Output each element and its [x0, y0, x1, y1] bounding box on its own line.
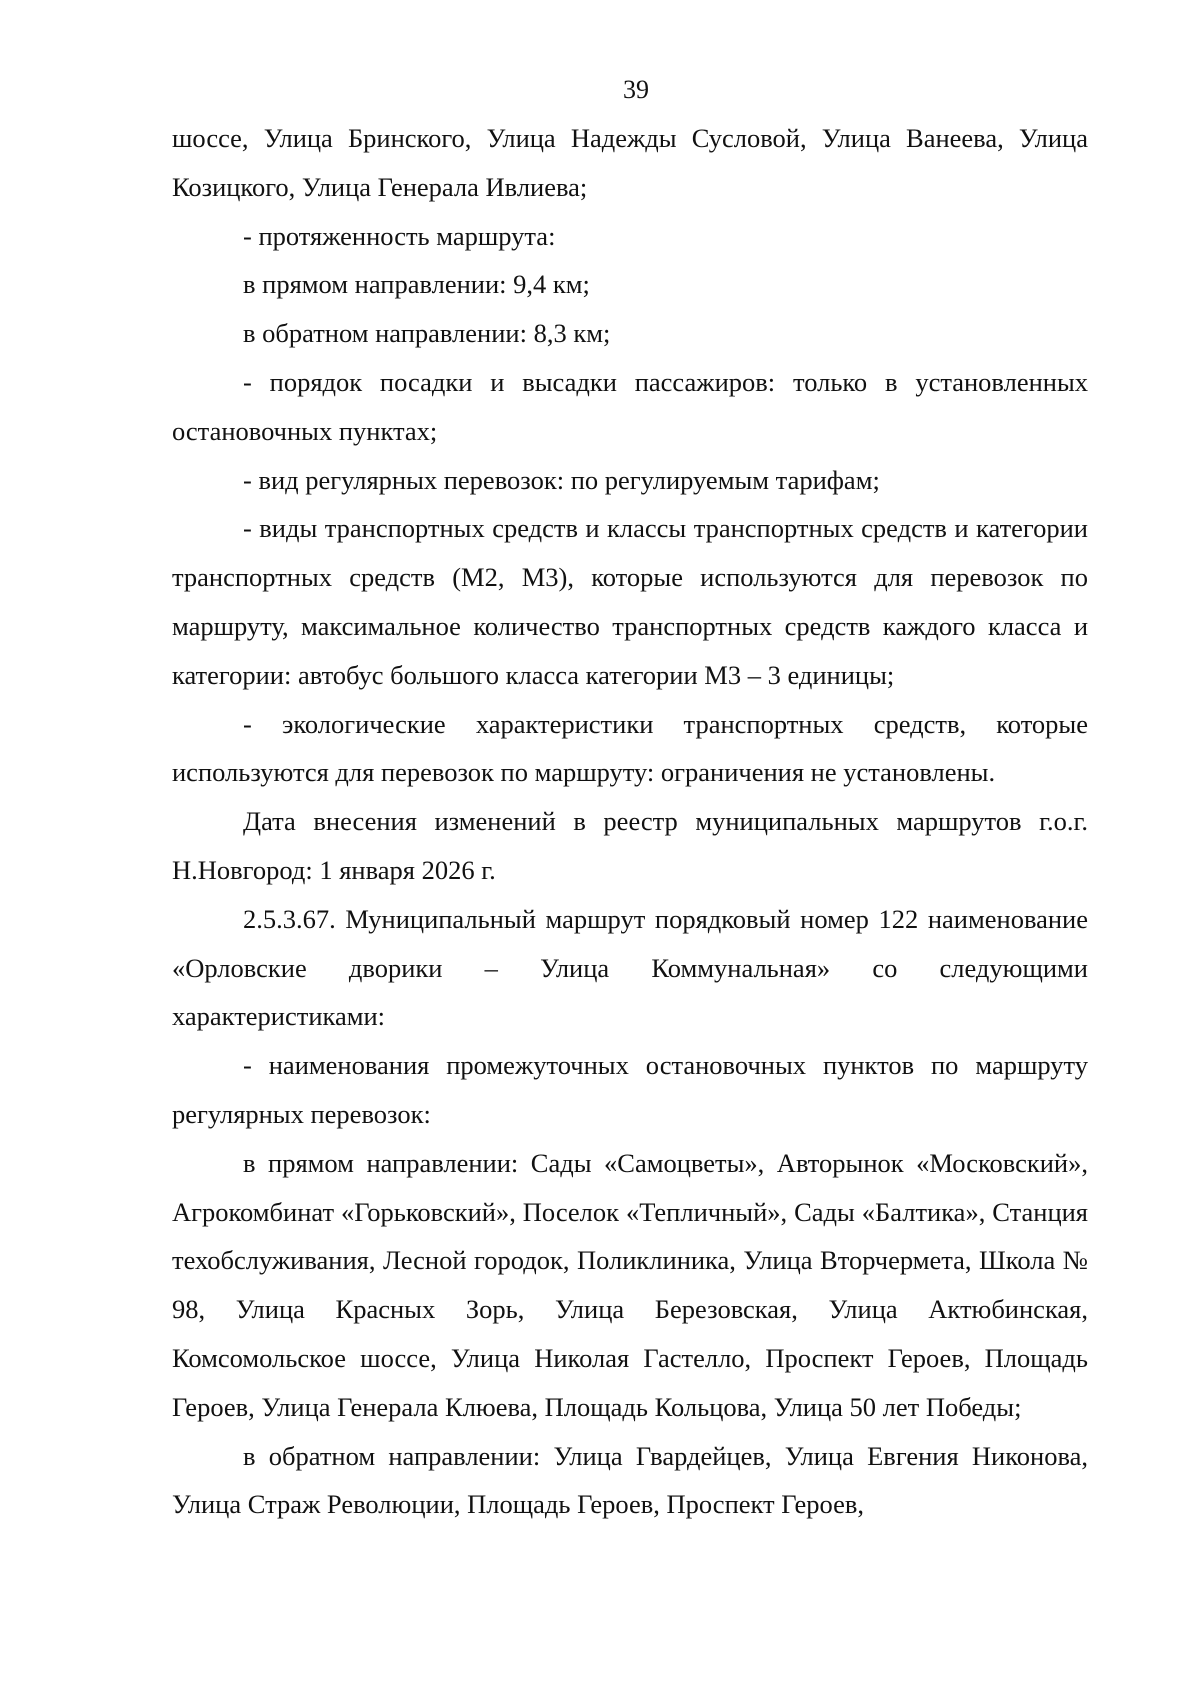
paragraph: - экологические характеристики транспортных средств, которые используются для перевозок по маршруту: ограничения не установлены.	[172, 708, 1088, 788]
paragraph: - наименования промежуточных остановочных пунктов по маршруту регулярных перевозок:	[172, 1050, 1088, 1129]
paragraph: шоссе, Улица Бринского, Улица Надежды Сусловой, Улица Ванеева, Улица Козицкого, Улица Генерала Ивлиева;	[172, 123, 1088, 202]
paragraph: в прямом направлении: 9,4 км;	[243, 269, 590, 300]
paragraph: Дата внесения изменений в реестр муниципальных маршрутов г.о.г. Н.Новгород: 1 января 2026 г.	[172, 806, 1088, 885]
paragraph: - порядок посадки и высадки пассажиров: только в установленных остановочных пунктах;	[172, 366, 1088, 446]
paragraph: в прямом направлении: Сады «Самоцветы», Авторынок «Московский», Агрокомбинат «Горьковский», Поселок «Тепличный», Сады «Балтика», Станция техобслуживания, Лесной городок, Поликлиника, Улица Вторчермета, Школа № 98, Улица Красных Зорь, Улица Березовская, Улица Актюбинская, Комсомольское шоссе, Улица Николая Гастелло, Проспект Героев, Площадь Героев, Улица Генерала Клюева, Площадь Кольцова, Улица 50 лет Победы;	[172, 1147, 1088, 1422]
paragraph: - виды транспортных средств и классы транспортных средств и категории транспортных средств (М2, М3), которые используются для перевозок по маршруту, максимальное количество транспортных средств каждого класса и категории: автобус большого класса категории М3 – 3 единицы;	[172, 513, 1088, 690]
paragraph: - вид регулярных перевозок: по регулируемым тарифам;	[243, 464, 880, 495]
paragraph: - протяженность маршрута:	[243, 220, 556, 251]
paragraph: 2.5.3.67. Муниципальный маршрут порядковый номер 122 наименование «Орловские дворики – Улица Коммунальная» со следующими характеристиками:	[172, 903, 1088, 1032]
document-body	[172, 114, 1088, 1529]
paragraph: в обратном направлении: 8,3 км;	[243, 318, 611, 349]
page-number: 39	[623, 75, 649, 104]
paragraph: в обратном направлении: Улица Гвардейцев, Улица Евгения Никонова, Улица Страж Революции, Площадь Героев, Проспект Героев,	[172, 1440, 1088, 1520]
